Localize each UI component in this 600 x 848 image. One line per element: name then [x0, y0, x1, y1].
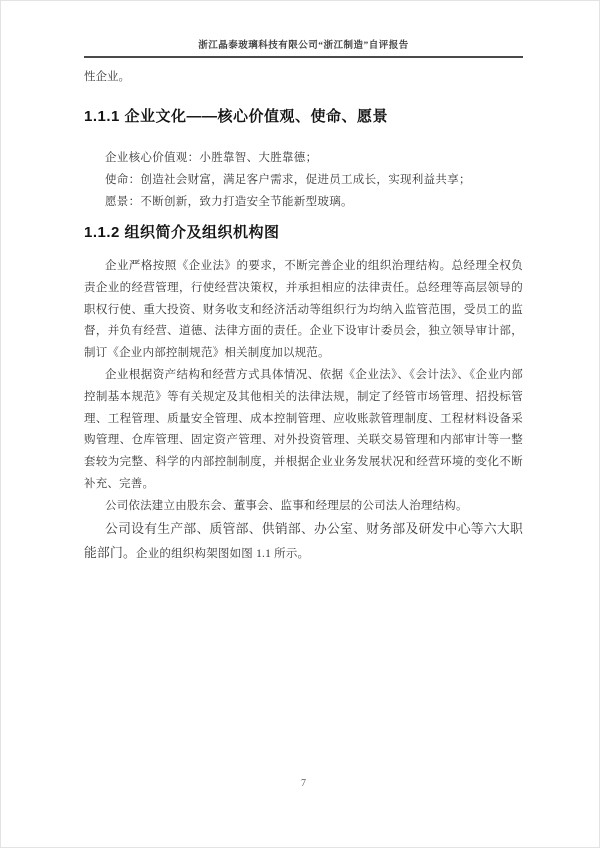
culture-lines — [84, 147, 523, 213]
header-divider — [84, 56, 523, 58]
vision-line: 愿景：不断创新，致力打造安全节能新型玻璃。 — [105, 196, 353, 208]
mission-line: 使命：创造社会财富，满足客户需求，促进员工成长，实现利益共享； — [105, 174, 471, 186]
page-footer — [84, 778, 523, 789]
figure-reference-sentence: 企业的组织构架图如图 1.1 所示。 — [136, 547, 310, 560]
page-number: 7 — [301, 778, 306, 789]
document-body — [84, 66, 523, 566]
section-heading-1-1-2: 1.1.2 组织简介及组织机构图 — [84, 224, 280, 241]
departments-sentence: 公司设有生产部、质管部、供销部、办公室、财务部及研发中心等六大职能部门。 — [84, 521, 523, 560]
org-paragraph-legal-structure: 公司依法建立由股东会、董事会、监事和经理层的公司法人治理结构。 — [105, 499, 468, 512]
org-paragraph-governance: 企业严格按照《企业法》的要求，不断完善企业的组织治理结构。总经理全权负责企业的经营管理，行使经营决策权，并承担相应的法律责任。总经理等高层领导的职权行使、重大投资、财务收支和经济活动等组织行为均纳入监管范围，受员工的监督，并负有经营、道德、法律方面的责任。企业下设审计委员会，独立领导审计部，制订《企业内部控制规范》相关制度加以规范。 — [84, 260, 523, 360]
section-heading-1-1-1: 1.1.1 企业文化——核心价值观、使命、愿景 — [84, 108, 389, 125]
core-values-line: 企业核心价值观：小胜靠智、大胜靠德； — [105, 152, 318, 164]
org-section-paragraphs — [84, 256, 523, 566]
continuation-text: 性企业。 — [84, 71, 130, 83]
page-header-title: 浙江晶泰玻璃科技有限公司“浙江制造”自评报告 — [198, 41, 409, 51]
org-paragraph-departments — [84, 518, 523, 566]
org-paragraph-internal-control: 企业根据资产结构和经营方式具体情况、依据《企业法》、《会计法》、《企业内部控制基本规范》等有关规定及其他相关的法律法规，制定了经管市场管理、招投标管理、工程管理、质量安全管理、成本控制管理、应收账款管理制度、工程材料设备采购管理、仓库管理、固定资产管理、对外投资管理、关联交易管理和内部审计等一整套较为完整、科学的内部控制制度，并根据企业业务发展状况和经营环境的变化不断补充、完善。 — [84, 368, 523, 490]
